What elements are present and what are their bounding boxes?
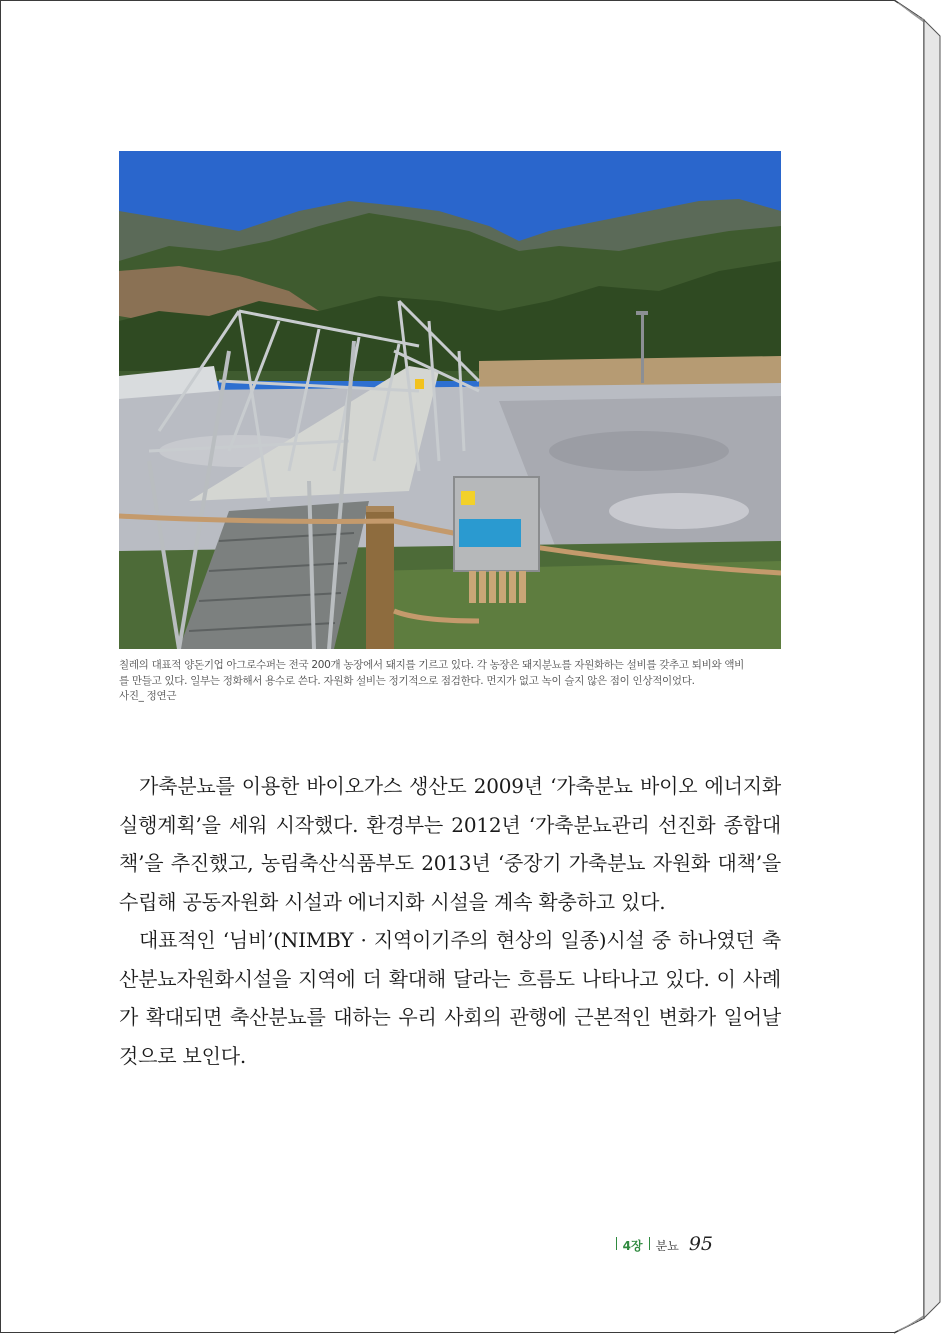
divider — [616, 1237, 617, 1250]
caption-line-1: 칠레의 대표적 양돈기업 아그로수퍼는 전국 200개 농장에서 돼지를 기르고 있다. 각 농장은 돼지분뇨를 자원화하는 설비를 갖추고 퇴비와 액비 — [119, 659, 745, 671]
body-text — [119, 767, 781, 1075]
paragraph-1: 가축분뇨를 이용한 바이오가스 생산도 2009년 ‘가축분뇨 바이오 에너지화 실행계획’을 세워 시작했다. 환경부는 2012년 ‘가축분뇨관리 선진화 종합대책’을 추진했고, 농림축산식품부도 2013년 ‘중장기 가축분뇨 자원화 대책’을 수립해 공동자원화 시설과 에너지화 시설을 계속 확충하고 있다. — [119, 774, 781, 914]
photo-caption — [119, 658, 781, 705]
chapter-label: 4장 — [622, 1239, 643, 1253]
photo-illustration — [119, 151, 781, 649]
page-number: 95 — [688, 1233, 713, 1255]
paragraph-2: 대표적인 ‘님비’(NIMBY · 지역이기주의 현상의 일종)시설 중 하나였던 축산분뇨자원화시설을 지역에 더 확대해 달라는 흐름도 나타나고 있다. 이 사례가 확대되면 축산분뇨를 대하는 우리 사회의 관행에 근본적인 변화가 일어날 것으로 보인다. — [119, 928, 781, 1068]
page-stack-edge — [894, 0, 950, 1335]
caption-credit: 사진_ 정연근 — [119, 690, 177, 702]
divider — [649, 1237, 650, 1250]
photo — [119, 151, 781, 649]
chapter-topic: 분뇨 — [655, 1239, 679, 1253]
running-footer — [616, 1233, 713, 1255]
caption-line-2: 를 만들고 있다. 일부는 정화해서 용수로 쓴다. 자원화 설비는 정기적으로 점검한다. 먼지가 없고 녹이 슬지 않은 점이 인상적이었다. — [119, 674, 695, 687]
